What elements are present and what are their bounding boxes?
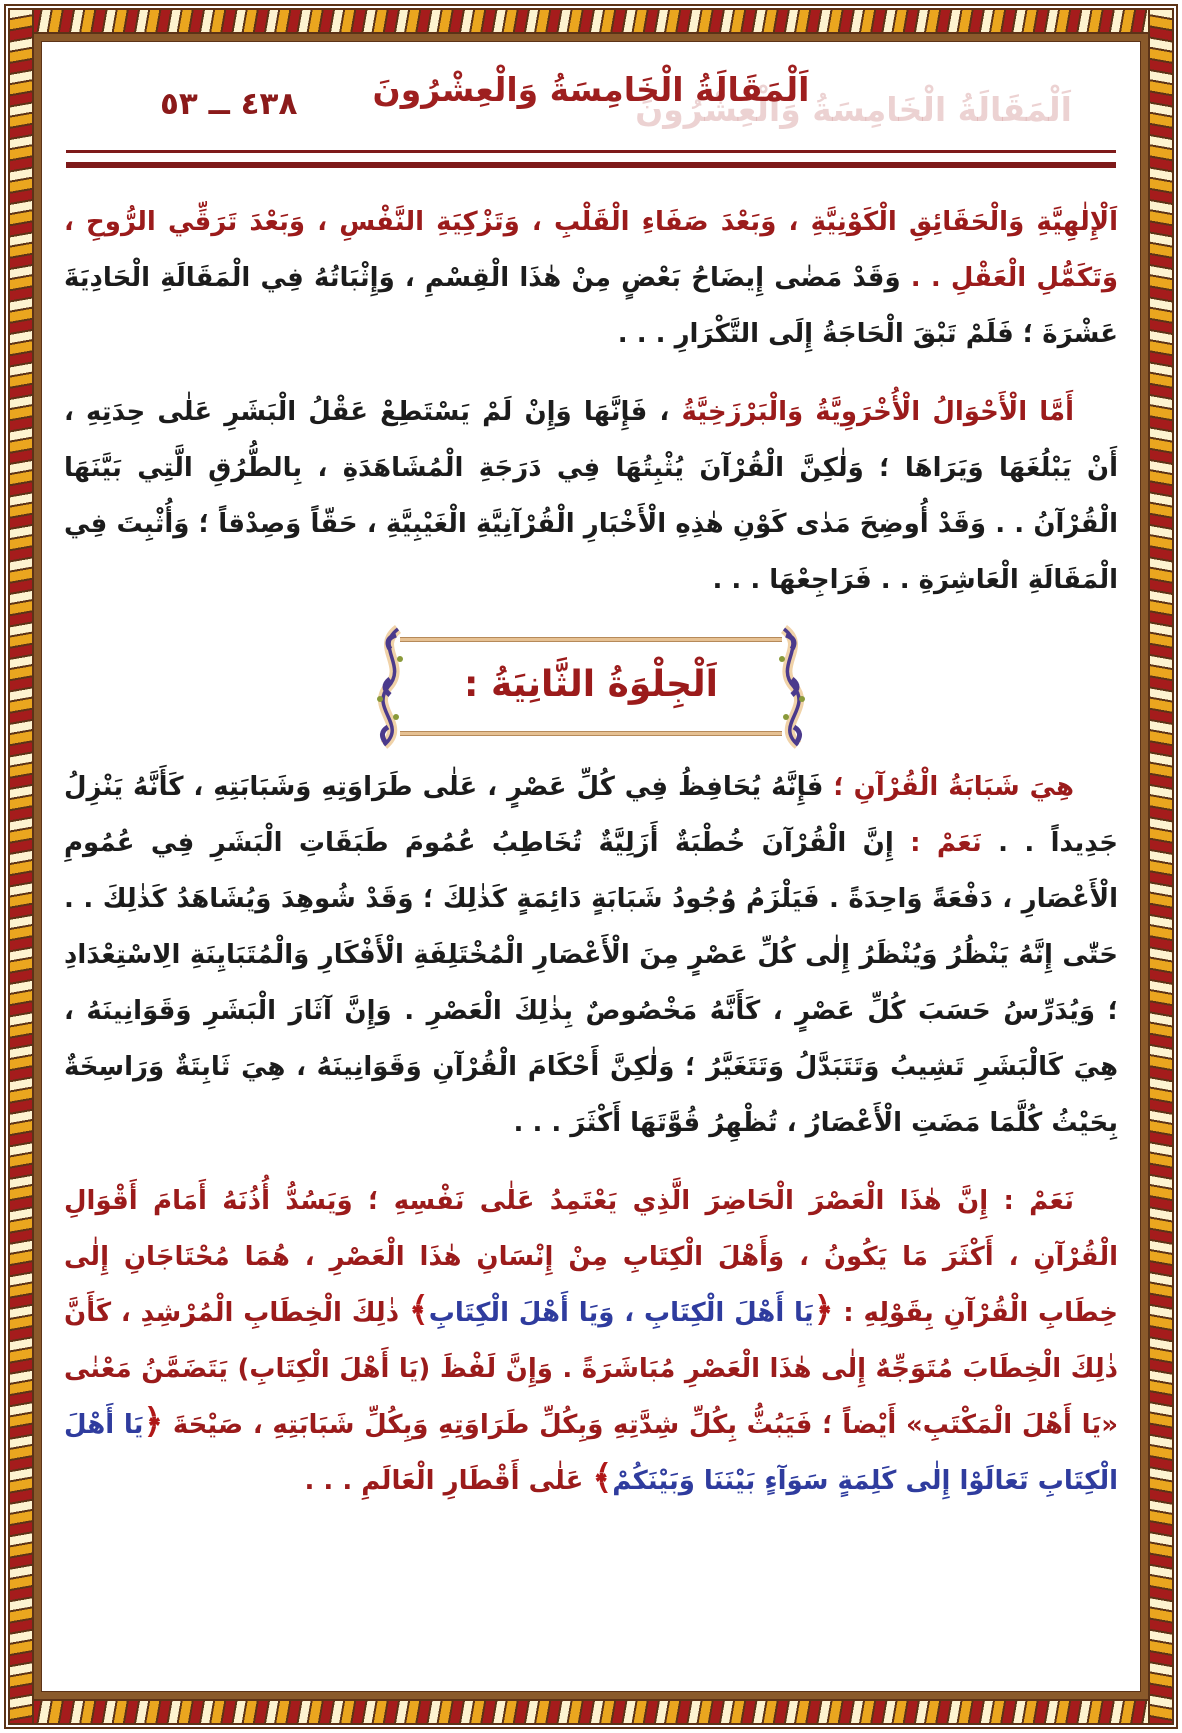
text-run-bracket: ﴿ <box>143 1402 164 1441</box>
page-border-chain-left <box>8 8 34 1725</box>
page-title: اَلْمَقَالَةُ الْخَامِسَةُ وَالْعِشْرُونَ <box>372 70 810 109</box>
page-border-chain-bottom <box>8 1699 1174 1725</box>
paragraph <box>64 194 1118 362</box>
text-run-bracket: ﴿ <box>813 1290 834 1329</box>
text-run-red: نَعَمْ : <box>893 828 982 858</box>
paragraph <box>64 759 1118 1151</box>
text-run-red: عَلٰى أَقْطَارِ الْعَالَمِ . . . <box>304 1466 593 1496</box>
text-run-red: نَعَمْ : إِنَّ هٰذَا الْعَصْرَ الْحَاضِرَ الَّذِي يَعْتَمِدُ عَلٰى نَفْسِهِ ؛ وَيَسُدُّ أُذُنَهُ أَمَامَ أَقْوَالِ الْقُرْآنِ ، أَكْثَرَ مَا يَكُونُ ، وَأَهْلَ الْكِتَابِ مِنْ إِنْسَانِ هٰذَا الْعَصْرِ ، هُمَا مُحْتَاجَانِ إِلٰى خِطَابِ الْقُرْآنِ بِقَوْلِهِ : <box>64 1186 1119 1328</box>
text-run-black: فَإِنَّهُ يُحَافِظُ فِي كُلِّ عَصْرٍ ، عَلٰى طَرَاوَتِهِ وَشَبَابَتِهِ ، كَأَنَّهُ يَنْزِلُ جَدِيداً . . <box>64 772 1119 858</box>
text-run-black: وَقَدْ مَضٰى إِيضَاحُ بَعْضٍ مِنْ هٰذَا الْقِسْمِ ، وَإِثْبَاتُهُ فِي الْمَقَالَةِ الْحَادِيَةَ عَشْرَةَ ؛ فَلَمْ تَبْقَ الْحَاجَةُ إِلَى التَّكْرَارِ . . . <box>64 263 1118 349</box>
header-divider-rule <box>66 150 1116 168</box>
page-header <box>64 70 1118 140</box>
text-run-black: ، فَإِنَّهَا وَإِنْ لَمْ يَسْتَطِعْ عَقْلُ الْبَشَرِ عَلٰى حِدَتِهِ ، أَنْ يَبْلُغَهَا وَيَرَاهَا ؛ وَلٰكِنَّ الْقُرْآنَ يُثْبِتُهَا فِي دَرَجَةِ الْمُشَاهَدَةِ ، بِالطُّرُقِ الَّتِي بَيَّنَهَا الْقُرْآنُ . . وَقَدْ أُوضِحَ مَدٰى كَوْنِ هٰذِهِ الْأَخْبَارِ الْقُرْآنِيَّةِ الْغَيْبِيَّةِ ، حَقّاً وَصِدْقاً ؛ وَأُثْبِتَ فِي الْمَقَالَةِ الْعَاشِرَةِ . . فَرَاجِعْهَا . . . <box>64 397 1118 595</box>
heading-ornament-left-icon <box>366 625 412 749</box>
text-run-red: أَمَّا الْأَحْوَالُ الْأُخْرَوِيَّةُ وَالْبَرْزَخِيَّةُ <box>681 397 1075 427</box>
text-run-red: ذٰلِكَ الْخِطَابِ الْمُرْشِدِ ، كَأَنَّ ذٰلِكَ الْخِطَابَ مُتَوَجِّهٌ إِلٰى هٰذَا الْعَصْرِ مُبَاشَرَةً . وَإِنَّ لَفْظَ (يَا أَهْلَ الْكِتَابِ) يَتَضَمَّنُ مَعْنٰى «يَا أَهْلَ الْمَكْتَبِ» أَيْضاً ؛ فَيَبُثُّ بِكُلِّ شِدَّتِهِ وَبِكُلِّ طَرَاوَتِهِ وَبِكُلِّ شَبَابَتِهِ ، صَيْحَةَ <box>64 1298 1118 1440</box>
text-run-blue: يَا أَهْلَ الْكِتَابِ ، وَيَا أَهْلَ الْكِتَابِ <box>428 1298 814 1328</box>
text-run-bracket: ﴾ <box>592 1458 613 1497</box>
text-run-red: هِيَ شَبَابَةُ الْقُرْآنِ ؛ <box>823 772 1074 802</box>
section-heading-box <box>400 638 782 735</box>
text-run-black: إِنَّ الْقُرْآنَ خُطْبَةٌ أَزَلِيَّةٌ تُخَاطِبُ عُمُومَ طَبَقَاتِ الْبَشَرِ فِي عُمُومِ الْأَعْصَارِ ، دَفْعَةً وَاحِدَةً . فَيَلْزَمُ وُجُودُ شَبَابَةٍ دَائِمَةٍ كَذٰلِكَ ؛ وَقَدْ شُوهِدَ وَيُشَاهَدُ كَذٰلِكَ . . حَتّٰى إِنَّهُ يَنْظُرُ وَيُنْظَرُ إِلٰى كُلِّ عَصْرٍ مِنَ الْأَعْصَارِ الْمُخْتَلِفَةِ الْأَفْكَارِ وَالْمُتَبَايِنَةِ الِاسْتِعْدَادِ ؛ وَيُدَرِّسُ حَسَبَ كُلِّ عَصْرٍ ، كَأَنَّهُ مَخْصُوصٌ بِذٰلِكَ الْعَصْرِ . وَإِنَّ آثَارَ الْبَشَرِ وَقَوَانِينَهُ ، هِيَ كَالْبَشَرِ تَشِيبُ وَتَتَبَدَّلُ وَتَتَغَيَّرُ ؛ وَلٰكِنَّ أَحْكَامَ الْقُرْآنِ وَقَوَانِينَهُ ، هِيَ ثَابِتَةٌ وَرَاسِخَةٌ بِحَيْثُ كُلَّمَا مَضَتِ الْأَعْصَارُ ، تُظْهِرُ قُوَّتَهَا أَكْثَرَ . . . <box>64 828 1118 1138</box>
heading-ornament-right-icon <box>770 625 816 749</box>
page-border-chain-right <box>1148 8 1174 1725</box>
text-run-bracket: ﴾ <box>408 1290 429 1329</box>
page-content <box>46 46 1136 1687</box>
body-text <box>64 194 1118 1509</box>
paragraph <box>64 1173 1118 1509</box>
text-run-red: اَلْإِلٰهِيَّةِ وَالْحَقَائِقِ الْكَوْنِيَّةِ ، وَبَعْدَ صَفَاءِ الْقَلْبِ ، وَتَزْكِيَةِ النَّفْسِ ، وَبَعْدَ تَرَقِّي الرُّوحِ ، وَتَكَمُّلِ الْعَقْلِ . . <box>64 207 1118 293</box>
page-title-ghost: اَلْمَقَالَةُ الْخَامِسَةُ وَالْعِشْرُونَ <box>635 90 1072 129</box>
section-heading-text: اَلْجِلْوَةُ الثَّانِيَةُ : <box>464 664 718 705</box>
page-border-chain-top <box>8 8 1174 34</box>
paragraph <box>64 384 1118 608</box>
text-run-blue: يَا أَهْلَ الْكِتَابِ تَعَالَوْا إِلٰى كَلِمَةٍ سَوَآءٍ بَيْنَنَا وَبَيْنَكُمْ <box>64 1410 1118 1496</box>
page-numbers: ٤٣٨ ــ ٥٣ <box>160 86 298 122</box>
